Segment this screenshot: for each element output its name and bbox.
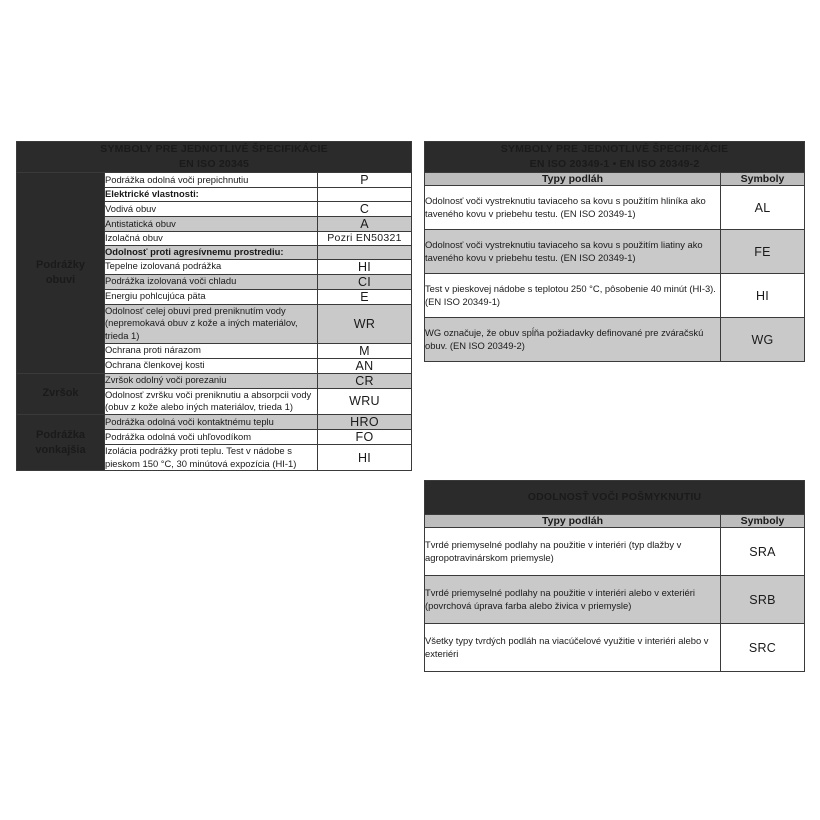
table-header-row bbox=[17, 142, 412, 173]
row-description: Izolačná obuv bbox=[105, 232, 318, 246]
row-description: Izolácia podrážky proti teplu. Test v nádobe s pieskom 150 °C, 30 minútová expozícia (HI-1) bbox=[105, 444, 318, 470]
table-title-line2: EN ISO 20349-1 • EN ISO 20349-2 bbox=[529, 158, 700, 171]
row-symbol: HI bbox=[721, 274, 805, 318]
table-row bbox=[425, 576, 805, 624]
slip-resistance-table bbox=[424, 480, 805, 672]
table-row bbox=[17, 414, 412, 429]
row-description: Všetky typy tvrdých podláh na viacúčelové využitie v interiéri alebo v exteriéri bbox=[425, 624, 721, 672]
row-description: Odolnosť celej obuvi pred preniknutím vody (nepremokavá obuv z kože a iných materiálov, trieda 1) bbox=[105, 304, 318, 343]
row-description: Test v pieskovej nádobe s teplotou 250 °C, pôsobenie 40 minút (HI-3). (EN ISO 20349-1) bbox=[425, 274, 721, 318]
column-header-symbols: Symboly bbox=[721, 515, 805, 528]
row-description: Odolnosť proti agresívnemu prostrediu: bbox=[105, 245, 318, 259]
table-row bbox=[425, 624, 805, 672]
row-description: Podrážka izolovaná voči chladu bbox=[105, 274, 318, 289]
row-symbol: A bbox=[318, 217, 412, 232]
table-row bbox=[425, 186, 805, 230]
row-description: Odolnosť voči vystreknutiu taviaceho sa kovu s použitím liatiny ako taveného kovu v priebehu testu. (EN ISO 20349-1) bbox=[425, 230, 721, 274]
row-symbol: FO bbox=[318, 429, 412, 444]
table-row bbox=[425, 230, 805, 274]
row-symbol: AL bbox=[721, 186, 805, 230]
row-description: Tepelne izolovaná podrážka bbox=[105, 259, 318, 274]
table-header-row bbox=[425, 481, 805, 515]
category-line1: Podrážky bbox=[36, 259, 85, 272]
specifications-table-en-iso-20345 bbox=[16, 141, 412, 471]
table-column-header-row bbox=[425, 515, 805, 528]
table-title bbox=[17, 142, 412, 173]
row-symbol: HI bbox=[318, 259, 412, 274]
row-symbol: CR bbox=[318, 373, 412, 388]
category-label-podrazky-obuvi bbox=[17, 173, 105, 373]
row-symbol: SRC bbox=[721, 624, 805, 672]
row-symbol: M bbox=[318, 343, 412, 358]
row-symbol: CI bbox=[318, 274, 412, 289]
table-title: ODOLNOSŤ VOČI POŠMYKNUTIU bbox=[425, 481, 805, 515]
row-symbol: WR bbox=[318, 304, 412, 343]
row-description: Tvrdé priemyselné podlahy na použitie v interiéri (typ dlažby v agropotravinárskom priemysle) bbox=[425, 528, 721, 576]
table-title-line1: SYMBOLY PRE JEDNOTLIVÉ ŠPECIFIKÁCIE bbox=[500, 143, 729, 155]
row-symbol: E bbox=[318, 289, 412, 304]
row-symbol: FE bbox=[721, 230, 805, 274]
category-line2: vonkajšia bbox=[35, 443, 86, 456]
row-description: WG označuje, že obuv spĺňa požiadavky definované pre zváračskú obuv. (EN ISO 20349-2) bbox=[425, 318, 721, 362]
row-description: Zvršok odolný voči porezaniu bbox=[105, 373, 318, 388]
row-description: Podrážka odolná voči kontaktnému teplu bbox=[105, 414, 318, 429]
row-symbol: WG bbox=[721, 318, 805, 362]
table-title-line1: SYMBOLY PRE JEDNOTLIVÉ ŠPECIFIKÁCIE bbox=[100, 143, 328, 155]
row-symbol bbox=[318, 188, 412, 202]
table-row bbox=[425, 528, 805, 576]
table-title-line2: EN ISO 20345 bbox=[178, 158, 250, 171]
row-description: Odolnosť zvršku voči preniknutiu a absorpcii vody (obuv z kože alebo iných materiálov, trieda 1) bbox=[105, 388, 318, 414]
row-description: Podrážka odolná voči uhľovodíkom bbox=[105, 429, 318, 444]
category-label-zvrsok: Zvršok bbox=[17, 373, 105, 414]
row-description: Antistatická obuv bbox=[105, 217, 318, 232]
row-symbol: HI bbox=[318, 444, 412, 470]
row-description: Ochrana členkovej kosti bbox=[105, 358, 318, 373]
row-symbol: AN bbox=[318, 358, 412, 373]
row-symbol: SRB bbox=[721, 576, 805, 624]
row-description: Odolnosť voči vystreknutiu taviaceho sa kovu s použitím hliníka ako taveného kovu v priebehu testu. (EN ISO 20349-1) bbox=[425, 186, 721, 230]
row-description: Ochrana proti nárazom bbox=[105, 343, 318, 358]
column-header-symbols: Symboly bbox=[721, 173, 805, 186]
column-header-types: Typy podláh bbox=[425, 173, 721, 186]
row-description: Tvrdé priemyselné podlahy na použitie v interiéri alebo v exteriéri (povrchová úprava farba alebo živica v priemysle) bbox=[425, 576, 721, 624]
table-header-row bbox=[425, 142, 805, 173]
row-description: Podrážka odolná voči prepichnutiu bbox=[105, 173, 318, 188]
category-line2: obuvi bbox=[45, 274, 76, 286]
row-symbol: HRO bbox=[318, 414, 412, 429]
table-row bbox=[17, 173, 412, 188]
row-symbol: WRU bbox=[318, 388, 412, 414]
specifications-table-en-iso-20349 bbox=[424, 141, 805, 362]
row-symbol: P bbox=[318, 173, 412, 188]
table-column-header-row bbox=[425, 173, 805, 186]
row-symbol: C bbox=[318, 202, 412, 217]
category-label-podrazka-vonkajsia bbox=[17, 414, 105, 470]
table-row bbox=[425, 318, 805, 362]
row-description: Vodivá obuv bbox=[105, 202, 318, 217]
row-symbol: SRA bbox=[721, 528, 805, 576]
table-title bbox=[425, 142, 805, 173]
table-row bbox=[17, 373, 412, 388]
column-header-types: Typy podláh bbox=[425, 515, 721, 528]
row-description: Elektrické vlastnosti: bbox=[105, 188, 318, 202]
row-symbol bbox=[318, 245, 412, 259]
category-line1: Podrážka bbox=[36, 428, 85, 441]
row-description: Energiu pohlcujúca päta bbox=[105, 289, 318, 304]
table-row bbox=[425, 274, 805, 318]
row-symbol: Pozri EN50321 bbox=[318, 232, 412, 246]
